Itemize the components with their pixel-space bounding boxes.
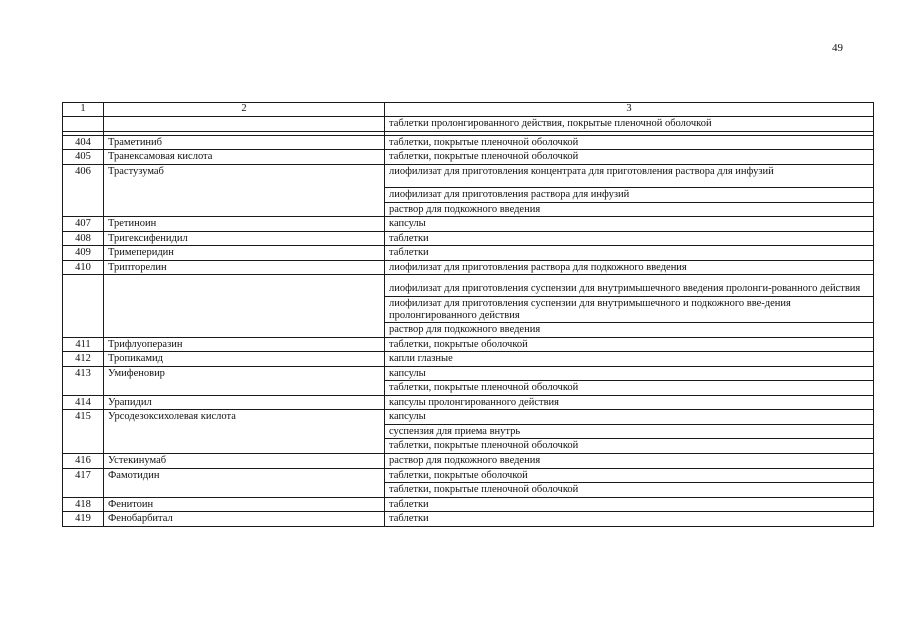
row-number: 417 <box>63 468 104 497</box>
drug-name: Трифлуоперазин <box>104 337 385 352</box>
row-number: 413 <box>63 366 104 395</box>
dosage-form: лиофилизат для приготовления концентрата для приготовления раствора для инфузий <box>385 164 874 188</box>
drug-name: Устекинумаб <box>104 454 385 469</box>
table-row <box>63 231 874 246</box>
drug-name: Умифеновир <box>104 366 385 395</box>
dosage-form: таблетки, покрытые пленочной оболочкой <box>385 483 874 498</box>
table-row <box>63 395 874 410</box>
table-row <box>63 454 874 469</box>
table-row <box>63 164 874 188</box>
dosage-form: капсулы <box>385 217 874 232</box>
drug-name: Трастузумаб <box>104 164 385 217</box>
table-row <box>63 246 874 261</box>
row-number: 409 <box>63 246 104 261</box>
table-row <box>63 260 874 275</box>
drug-table <box>62 102 874 527</box>
dosage-form: капли глазные <box>385 352 874 367</box>
table-row <box>63 497 874 512</box>
row-number: 416 <box>63 454 104 469</box>
dosage-form: таблетки, покрытые пленочной оболочкой <box>385 381 874 396</box>
table-row <box>63 150 874 165</box>
row-number: 412 <box>63 352 104 367</box>
drug-name-empty <box>104 275 385 337</box>
dosage-form: капсулы <box>385 366 874 381</box>
drug-name: Тримеперидин <box>104 246 385 261</box>
row-number: 419 <box>63 512 104 527</box>
header-col-1: 1 <box>63 103 104 117</box>
drug-name: Транексамовая кислота <box>104 150 385 165</box>
table-row-cont <box>63 275 874 297</box>
table-row <box>63 352 874 367</box>
row-number: 411 <box>63 337 104 352</box>
row-number: 406 <box>63 164 104 217</box>
drug-name: Траметиниб <box>104 135 385 150</box>
drug-name <box>104 117 385 132</box>
drug-name: Тропикамид <box>104 352 385 367</box>
drug-name: Трипторелин <box>104 260 385 275</box>
dosage-form: капсулы <box>385 410 874 425</box>
row-number: 405 <box>63 150 104 165</box>
table-row <box>63 217 874 232</box>
header-row <box>63 103 874 117</box>
row-number: 407 <box>63 217 104 232</box>
header-col-2: 2 <box>104 103 385 117</box>
drug-name: Фамотидин <box>104 468 385 497</box>
dosage-form: раствор для подкожного введения <box>385 454 874 469</box>
drug-name: Урсодезоксихолевая кислота <box>104 410 385 454</box>
table-row <box>63 337 874 352</box>
drug-name: Урапидил <box>104 395 385 410</box>
dosage-form: таблетки, покрытые пленочной оболочкой <box>385 439 874 454</box>
dosage-form: таблетки <box>385 246 874 261</box>
table-row <box>63 468 874 483</box>
drug-name: Тригексифенидил <box>104 231 385 246</box>
drug-name: Третиноин <box>104 217 385 232</box>
table-row <box>63 512 874 527</box>
drug-name: Фенитоин <box>104 497 385 512</box>
header-col-3: 3 <box>385 103 874 117</box>
row-number: 408 <box>63 231 104 246</box>
row-number: 418 <box>63 497 104 512</box>
dosage-form: таблетки, покрытые пленочной оболочкой <box>385 150 874 165</box>
table-row <box>63 117 874 132</box>
dosage-form: раствор для подкожного введения <box>385 323 874 338</box>
page-number: 49 <box>832 42 843 54</box>
row-number: 415 <box>63 410 104 454</box>
drug-name: Фенобарбитал <box>104 512 385 527</box>
dosage-form: таблетки, покрытые пленочной оболочкой <box>385 135 874 150</box>
table-row <box>63 135 874 150</box>
dosage-form: таблетки, покрытые оболочкой <box>385 468 874 483</box>
dosage-form: капсулы пролонгированного действия <box>385 395 874 410</box>
dosage-form: лиофилизат для приготовления суспензии для внутримышечного и подкожного вве-дения пролонгированного действия <box>385 297 874 323</box>
row-number: 414 <box>63 395 104 410</box>
dosage-form: таблетки <box>385 512 874 527</box>
table-row <box>63 366 874 381</box>
row-number: 404 <box>63 135 104 150</box>
row-number <box>63 117 104 132</box>
dosage-form: таблетки, покрытые оболочкой <box>385 337 874 352</box>
dosage-form: суспензия для приема внутрь <box>385 424 874 439</box>
dosage-form: лиофилизат для приготовления суспензии для внутримышечного введения пролонги-рованного действия <box>385 275 874 297</box>
dosage-form: таблетки пролонгированного действия, покрытые пленочной оболочкой <box>385 117 874 132</box>
dosage-form: таблетки <box>385 231 874 246</box>
table-row <box>63 410 874 425</box>
dosage-form: лиофилизат для приготовления раствора для инфузий <box>385 188 874 203</box>
dosage-form: раствор для подкожного введения <box>385 202 874 217</box>
row-number: 410 <box>63 260 104 275</box>
row-number-empty <box>63 275 104 337</box>
dosage-form: лиофилизат для приготовления раствора для подкожного введения <box>385 260 874 275</box>
dosage-form: таблетки <box>385 497 874 512</box>
